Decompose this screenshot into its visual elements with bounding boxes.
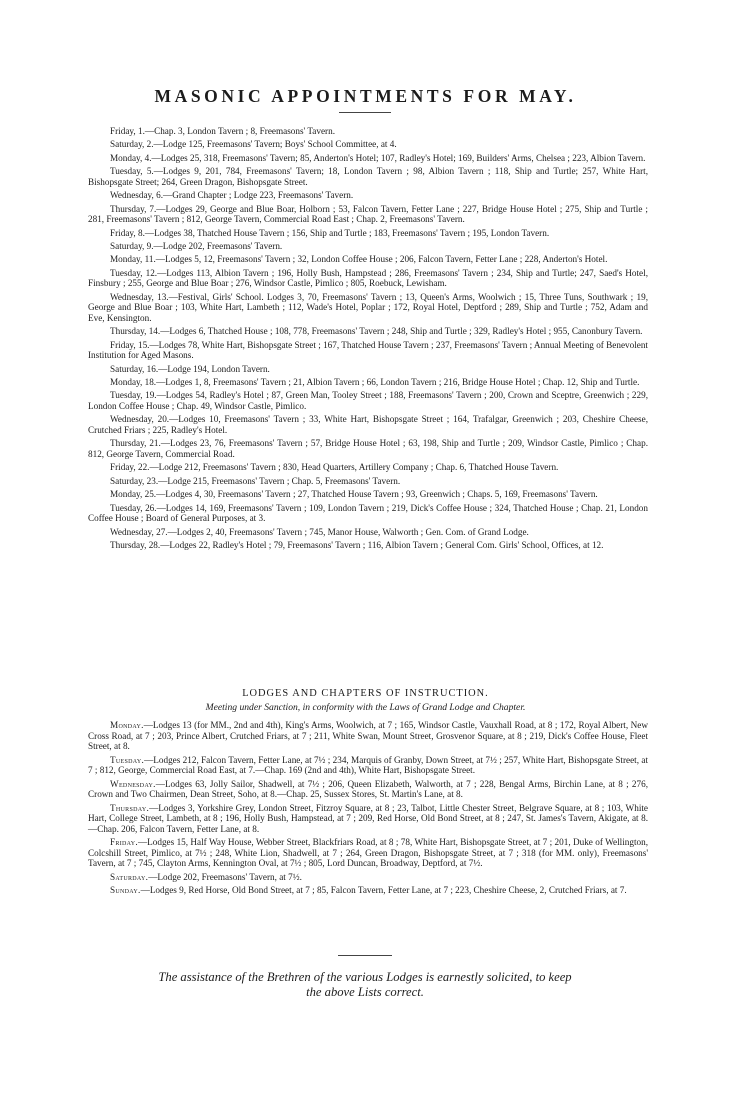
- entry-day: Sunday.: [110, 885, 141, 896]
- entry-text: —Lodges 14, 169, Freemasons' Tavern ; 109, London Tavern ; 219, Dick's Coffee House ; 324, Thatched House ; Chap. 21, London Coffee House ; Board of General Purposes, at 3.: [88, 502, 648, 524]
- entry-day: Thursday, 28.: [110, 539, 161, 550]
- entry-text: —Lodges 5, 12, Freemasons' Tavern ; 32, London Coffee House ; 206, Falcon Tavern, Fetter Lane ; 228, Anderton's Hotel.: [155, 254, 608, 265]
- entry-day: Saturday, 23.: [110, 475, 159, 486]
- entry-text: —Lodge 202, Freemasons' Tavern.: [153, 240, 283, 251]
- appointment-entry: [88, 476, 648, 487]
- appointment-entry: [88, 228, 648, 239]
- entry-text: —Lodges 25, 318, Freemasons' Tavern; 85, Anderton's Hotel; 107, Radley's Hotel; 169, Builders' Arms, Chelsea ; 223, Albion Tavern.: [151, 152, 646, 163]
- entry-text: —Lodges 212, Falcon Tavern, Fetter Lane, at 7½ ; 234, Marquis of Granby, Down Street, at 7½ ; 257, White Hart, Bishopsgate Street, at 7 ; 812, George, Commercial Road East, at 7.—Chap. 169 (2nd and 4th), White Hart, Bishopsgate Street.: [88, 754, 648, 776]
- entry-day: Wednesday, 6.: [110, 190, 164, 201]
- entry-day: Tuesday, 12.: [110, 267, 158, 278]
- appointment-entry: [88, 503, 648, 524]
- entry-day: Friday.: [110, 837, 138, 848]
- appointment-entry: [88, 390, 648, 411]
- instruction-entry: [88, 803, 648, 835]
- appointment-entry: [88, 438, 648, 459]
- appointment-entry: [88, 241, 648, 252]
- entry-text: —Lodges 9, 201, 784, Freemasons' Tavern; 18, London Tavern ; 98, Albion Tavern ; 118, Ship and Turtle; 257, White Hart, Bishopsgate Street; 264, Green Dragon, Bishopsgate Street.: [88, 166, 648, 187]
- entry-day: Monday, 25.: [110, 489, 157, 500]
- page-title: MASONIC APPOINTMENTS FOR MAY.: [154, 86, 577, 106]
- entry-day: Friday, 8.: [110, 227, 145, 238]
- appointment-entry: [88, 292, 648, 324]
- instruction-entry: [88, 779, 648, 800]
- instruction-entry: [88, 872, 648, 883]
- instruction-heading: LODGES AND CHAPTERS OF INSTRUCTION.: [242, 688, 489, 699]
- appointment-entry: [88, 153, 648, 164]
- entry-text: —Lodges 54, Radley's Hotel ; 87, Green Man, Tooley Street ; 188, Freemasons' Tavern ; 200, Crown and Sceptre, Greenwich ; 229, London Coffee House ; Chap. 49, Windsor Castle, Pimlico.: [88, 390, 648, 412]
- entry-text: —Lodges 63, Jolly Sailor, Shadwell, at 7½ ; 206, Queen Elizabeth, Walworth, at 7 ; 228, Bengal Arms, Birchin Lane, at 8 ; 276, Crown and Two Chairmen, Dean Street, Soho, at 8.—Chap. 25, Sussex Stores, St. Martin's Lane, at 8.: [88, 778, 648, 800]
- entry-text: —Lodge 215, Freemasons' Tavern ; Chap. 5, Freemasons' Tavern.: [158, 475, 401, 486]
- entry-day: Friday, 1.: [110, 126, 145, 136]
- entry-text: —Lodges 13 (for MM., 2nd and 4th), King's Arms, Woolwich, at 7 ; 165, Windsor Castle, Vauxhall Road, at 8 ; 172, Royal Albert, New Cross Road, at 7 ; 203, Prince Albert, Crutched Friars, at 7 ; 211, White Swan, Mount Street, Grosvenor Square, at 8 ; 219, Dick's Coffee House, Fleet Street, at 8.: [88, 720, 648, 752]
- entry-text: —Lodges 29, George and Blue Boar, Holborn ; 53, Falcon Tavern, Fetter Lane ; 227, Bridge House Hotel ; 275, Ship and Turtle ; 281, Freemasons' Tavern ; 812, George Tavern, Commercial Road East ; Chap. 2, Freemasons' Tavern.: [88, 203, 648, 225]
- entry-day: Thursday.: [110, 802, 150, 813]
- entry-day: Wednesday, 13.: [110, 291, 169, 302]
- entry-day: Wednesday.: [110, 778, 156, 789]
- instruction-entry: [88, 755, 648, 776]
- entry-text: —Chap. 3, London Tavern ; 8, Freemasons' Tavern.: [144, 126, 335, 136]
- entry-day: Monday.: [110, 720, 144, 730]
- appointment-entry: [88, 377, 648, 388]
- entry-day: Saturday.: [110, 871, 149, 882]
- entry-text: —Festival, Girls' School. Lodges 3, 70, Freemasons' Tavern ; 13, Queen's Arms, Woolwich ; 15, Three Tuns, Southwark ; 19, George and Blue Boar ; 103, White Hart, Lambeth ; 112, Wade's Hotel, Poplar ; 172, Royal Hotel, Deptford ; 289, Ship and Turtle ; 752, Adam and Eve, Kensington.: [88, 291, 648, 323]
- entry-text: —Lodges 1, 8, Freemasons' Tavern ; 21, Albion Tavern ; 66, London Tavern ; 216, Bridge House Hotel ; Chap. 12, Ship and Turtle.: [156, 377, 640, 388]
- appointments-list: [88, 126, 648, 553]
- instruction-subheading: Meeting under Sanction, in conformity with the Laws of Grand Lodge and Chapter.: [205, 702, 526, 713]
- appointment-entry: [88, 540, 648, 551]
- entry-text: —Lodges 9, Red Horse, Old Bond Street, at 7 ; 85, Falcon Tavern, Fetter Lane, at 7 ; 223, Cheshire Cheese, 2, Crutched Friars, at 7.: [140, 885, 627, 896]
- entry-day: Thursday, 14.: [110, 326, 161, 337]
- instruction-entry: [88, 720, 648, 752]
- entry-day: Monday, 4.: [110, 152, 152, 163]
- entry-day: Saturday, 2.: [110, 139, 154, 150]
- instruction-list: [88, 720, 648, 898]
- entry-text: —Lodge 125, Freemasons' Tavern; Boys' School Committee, at 4.: [153, 139, 397, 150]
- appointment-entry: [88, 139, 648, 150]
- entry-text: —Lodges 10, Freemasons' Tavern ; 33, White Hart, Bishopsgate Street ; 164, Trafalgar, Greenwich ; 203, Cheshire Cheese, Crutched Friars ; 225, Radley's Hotel.: [88, 414, 648, 435]
- appointment-entry: [88, 340, 648, 361]
- appointment-entry: [88, 527, 648, 538]
- entry-day: Thursday, 21.: [110, 438, 161, 449]
- entry-text: —Lodge 212, Freemasons' Tavern ; 830, Head Quarters, Artillery Company ; Chap. 6, Thatched House Tavern.: [149, 462, 559, 473]
- appointment-entry: [88, 190, 648, 201]
- entry-day: Wednesday, 20.: [110, 414, 170, 425]
- appointment-entry: [88, 489, 648, 500]
- instruction-entry: [88, 885, 648, 896]
- appointment-entry: [88, 126, 648, 137]
- entry-day: Monday, 11.: [110, 254, 156, 265]
- entry-day: Wednesday, 27.: [110, 526, 168, 537]
- entry-text: —Lodges 113, Albion Tavern ; 196, Holly Bush, Hampstead ; 286, Freemasons' Tavern ; 234, Ship and Turtle; 247, Saed's Hotel, Finsbury ; 255, George and Blue Boar ; 276, Windsor Castle, Pimlico ; 805, Roebuck, Lewisham.: [88, 267, 648, 289]
- entry-day: Tuesday, 26.: [110, 502, 157, 513]
- entry-day: Friday, 15.: [110, 339, 150, 350]
- entry-text: —Lodges 6, Thatched House ; 108, 778, Freemasons' Tavern ; 248, Ship and Turtle ; 329, Radley's Hotel ; 955, Canonbury Tavern.: [160, 326, 643, 337]
- appointment-entry: [88, 268, 648, 289]
- footer-rule: [338, 955, 392, 956]
- appointment-entry: [88, 364, 648, 375]
- entry-day: Friday, 22.: [110, 462, 150, 473]
- appointment-entry: [88, 462, 648, 473]
- entry-text: —Lodges 23, 76, Freemasons' Tavern ; 57, Bridge House Hotel ; 63, 198, Ship and Turtle ; 209, Windsor Castle, Pimlico ; Chap. 812, George Tavern, Commercial Road.: [88, 438, 648, 459]
- entry-text: —Lodges 2, 40, Freemasons' Tavern ; 745, Manor House, Walworth ; Gen. Com. of Grand Lodge.: [167, 526, 529, 537]
- entry-day: Saturday, 16.: [110, 363, 159, 374]
- footer-note: The assistance of the Brethren of the various Lodges is earnestly solicited, to keep the above Lists correct.: [158, 970, 572, 999]
- entry-text: —Grand Chapter ; Lodge 223, Freemasons' Tavern.: [163, 190, 354, 201]
- appointment-entry: [88, 204, 648, 225]
- entry-text: —Lodges 15, Half Way House, Webber Street, Blackfriars Road, at 8 ; 78, White Hart, Bishopsgate Street, at 7 ; 201, Duke of Wellington, Colcshill Street, Pimlico, at 7½ ; 248, White Lion, Shadwell, at 7 ; 264, Green Dragon, Bishopsgate Street, at 7 ; 318 (for MM. only), Freemasons' Tavern, at 7 ; 745, Clayton Arms, Kennington Oval, at 7½ ; 805, Lord Duncan, Broadway, Deptford, at 7½.: [88, 837, 648, 869]
- entry-day: Thursday, 7.: [110, 203, 157, 214]
- entry-text: —Lodges 22, Radley's Hotel ; 79, Freemasons' Tavern ; 116, Albion Tavern ; General Com. Girls' School, Offices, at 12.: [160, 539, 604, 550]
- entry-day: Tuesday, 5.: [110, 166, 154, 177]
- entry-day: Tuesday.: [110, 754, 145, 765]
- entry-day: Saturday, 9.: [110, 240, 154, 251]
- instruction-entry: [88, 837, 648, 869]
- entry-text: —Lodge 202, Freemasons' Tavern, at 7½.: [148, 871, 302, 882]
- entry-text: —Lodge 194, London Tavern.: [158, 363, 270, 374]
- entry-text: —Lodges 38, Thatched House Tavern ; 156, Ship and Turtle ; 183, Freemasons' Tavern ; 195, London Tavern.: [144, 227, 550, 238]
- appointment-entry: [88, 166, 648, 187]
- appointment-entry: [88, 254, 648, 265]
- entry-text: —Lodges 4, 30, Freemasons' Tavern ; 27, Thatched House Tavern ; 93, Greenwich ; Chaps. 5, 169, Freemasons' Tavern.: [156, 489, 598, 500]
- entry-text: —Lodges 3, Yorkshire Grey, London Street, Fitzroy Square, at 8 ; 23, Talbot, Little Chester Street, Belgrave Square, at 8 ; 103, White Hart, College Street, Lambeth, at 8 ; 196, Holly Bush, Hampstead, at 7 ; 209, Red Horse, Old Bond Street, at 8 ; 247, St. James's Tavern, Akigate, at 8.—Chap. 206, Falcon Tavern, Fetter Lane, at 8.: [88, 802, 648, 834]
- entry-day: Monday, 18.: [110, 377, 157, 388]
- entry-day: Tuesday, 19.: [110, 390, 157, 401]
- entry-text: —Lodges 78, White Hart, Bishopsgate Street ; 167, Thatched House Tavern ; 237, Freemasons' Tavern ; Annual Meeting of Benevolent Institution for Aged Masons.: [88, 339, 648, 361]
- appointment-entry: [88, 414, 648, 435]
- title-rule: [339, 112, 391, 113]
- appointment-entry: [88, 326, 648, 337]
